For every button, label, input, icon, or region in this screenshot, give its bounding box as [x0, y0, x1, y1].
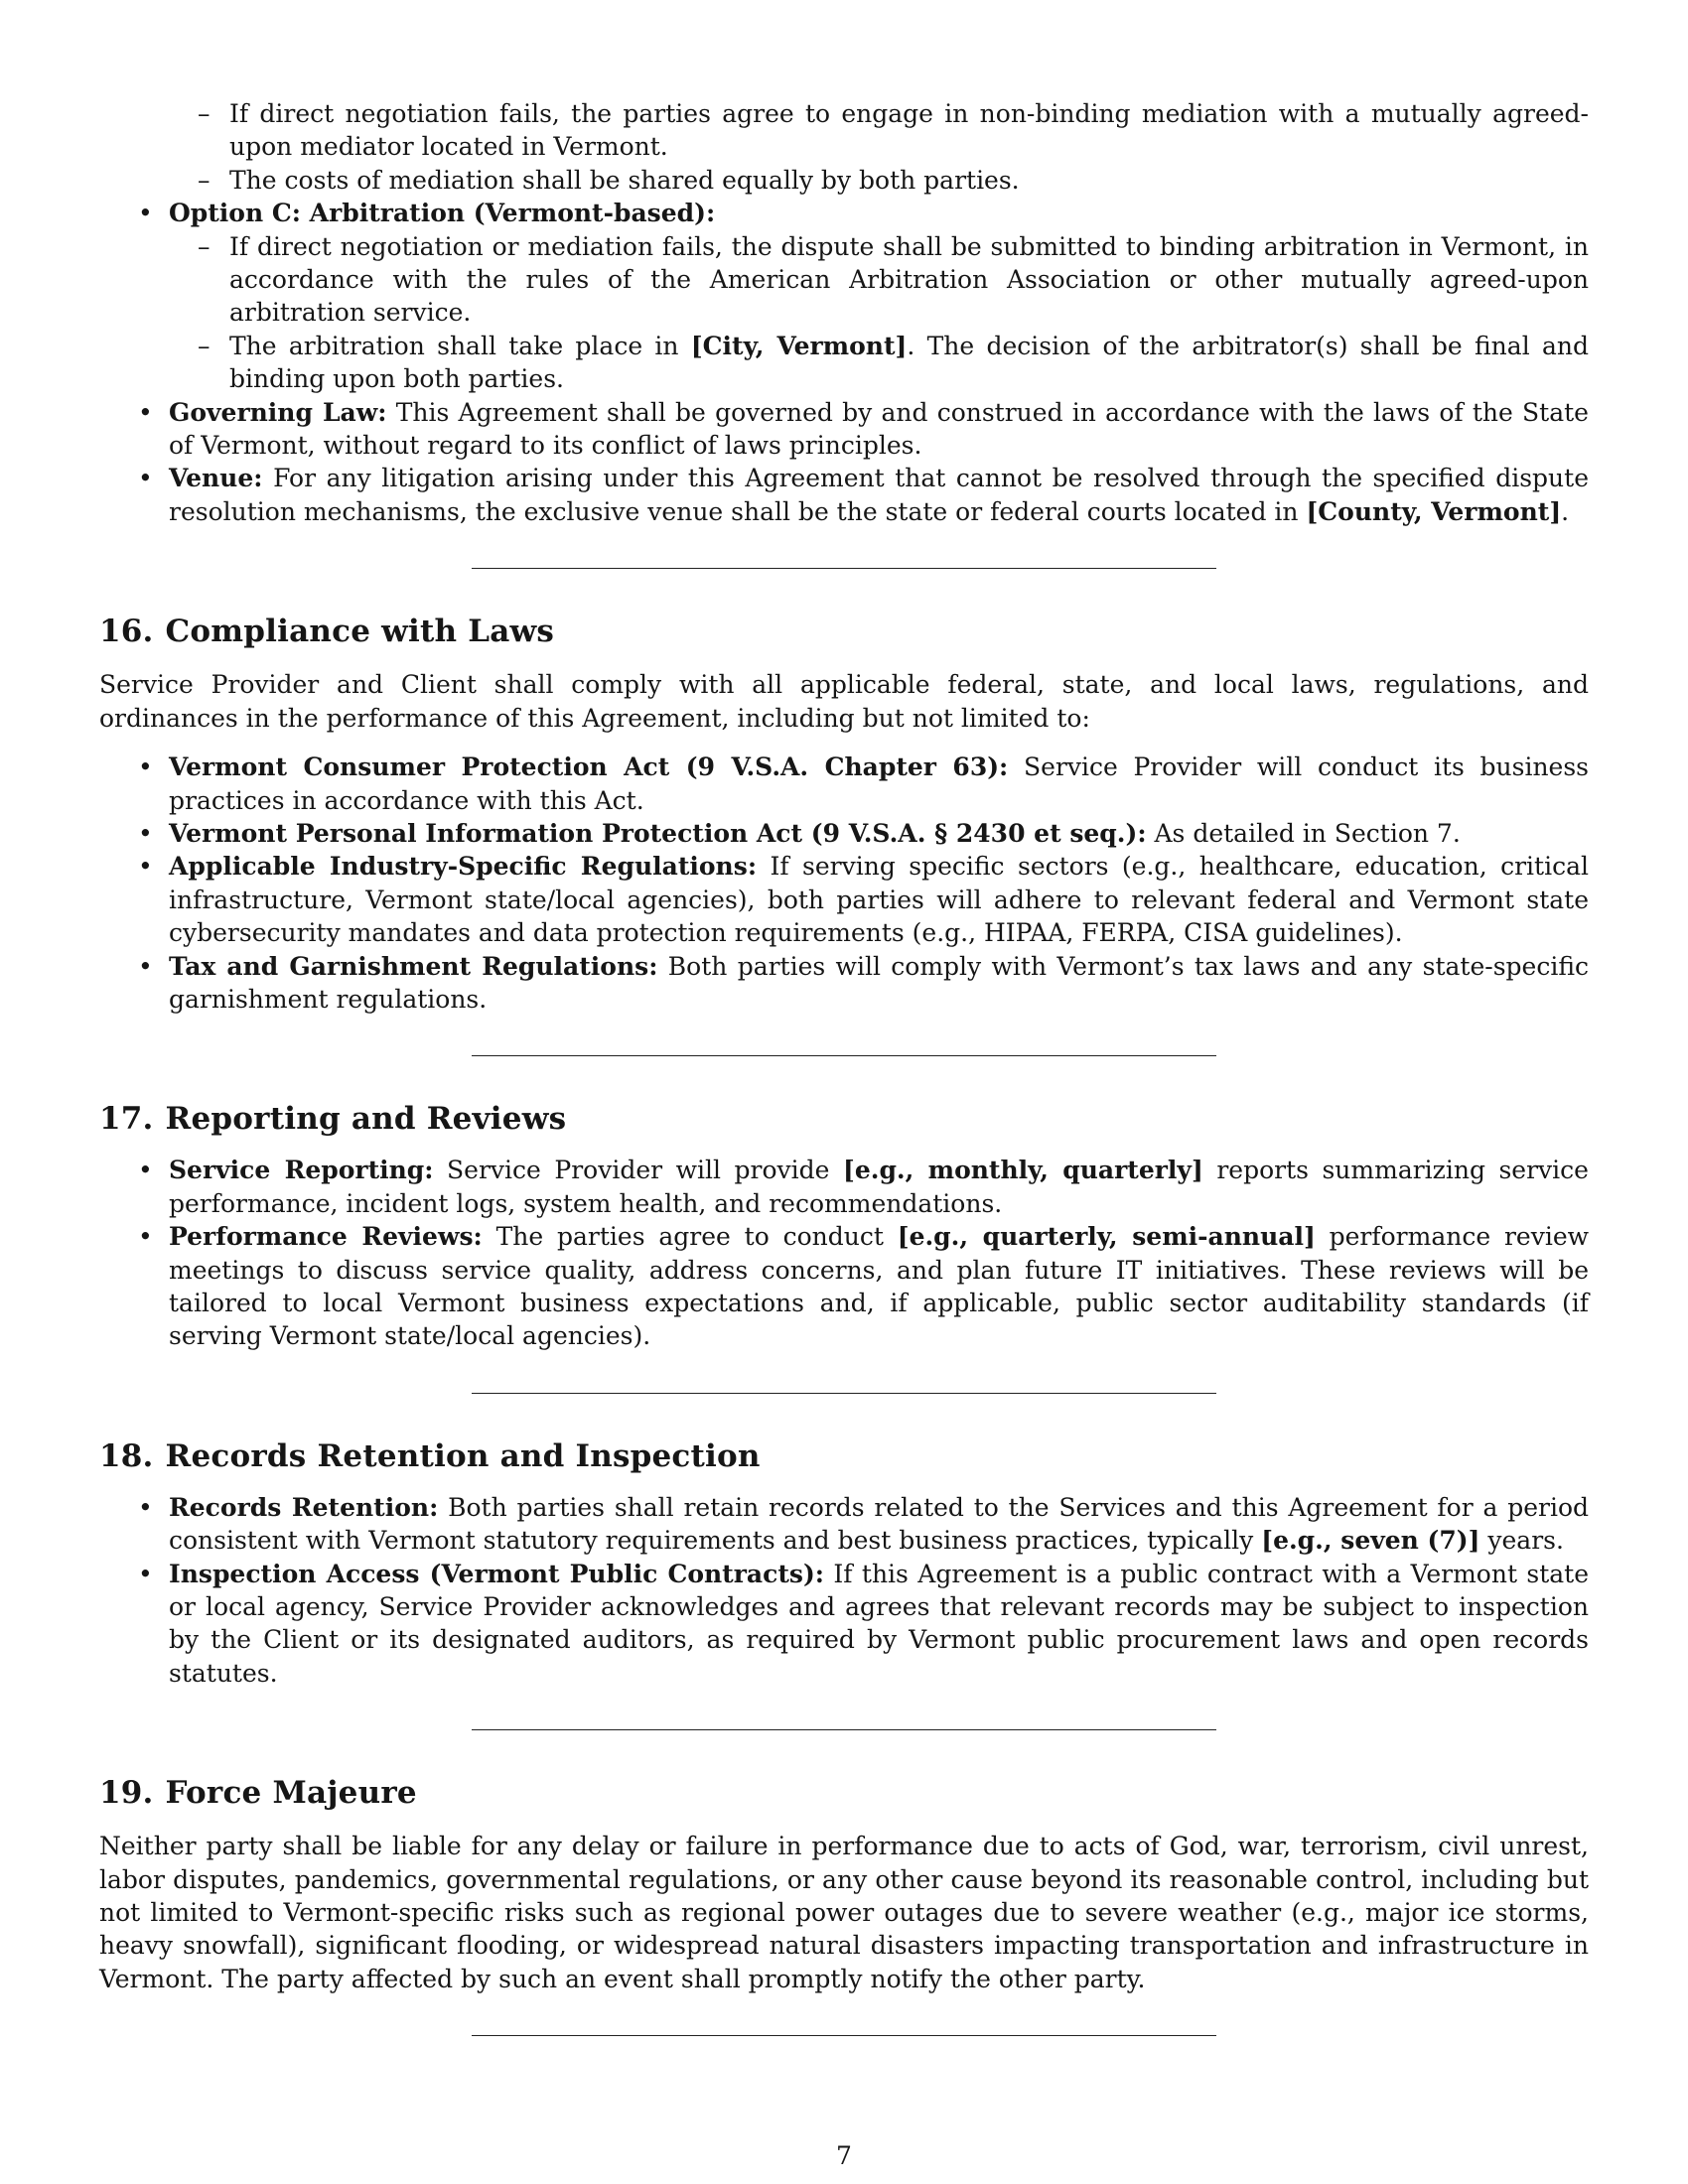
mediation-dash-item: – The costs of mediation shall be shared equally by both parties.: [99, 164, 1589, 197]
option-c-item: [99, 197, 1589, 395]
compliance-item: • Vermont Personal Information Protection Act (9 V.S.A. § 2430 et seq.): As detailed in Section 7.: [99, 817, 1589, 850]
performance-reviews-item: • Performance Reviews: The parties agree to conduct [e.g., quarterly, semi-annual] performance review meetings to discuss service quality, address concerns, and plan future IT initiatives. These reviews will be tailored to local Vermont business expectations and, if applicable, public sector auditability standards (if serving Vermont state/local agencies).: [99, 1220, 1589, 1353]
compliance-item: • Tax and Garnishment Regulations: Both parties will comply with Vermont’s tax laws and any state-specific garnishment regulations.: [99, 950, 1589, 1017]
section-heading-19: 19. Force Majeure: [99, 1775, 417, 1812]
arbitration-dash-item: – If direct negotiation or mediation fails, the dispute shall be submitted to binding arbitration in Vermont, in accordance with the rules of the American Arbitration Association or other mutually agreed-upon arbitration service.: [169, 230, 1589, 330]
page-number: 7: [836, 2141, 852, 2170]
compliance-item: • Vermont Consumer Protection Act (9 V.S.A. Chapter 63): Service Provider will conduct its business practices in accordance with this Act.: [99, 751, 1589, 817]
records-retention-item: • Records Retention: Both parties shall retain records related to the Services and this Agreement for a period consistent with Vermont statutory requirements and best business practices, typically [e.g., seven (7)] years.: [99, 1491, 1589, 1558]
compliance-item: • Applicable Industry-Specific Regulations: If serving specific sectors (e.g., healthcare, education, critical infrastructure, Vermont state/local agencies), both parties will adhere to relevant federal and Vermont state cybersecurity mandates and data protection requirements (e.g., HIPAA, FERPA, CISA guidelines).: [99, 850, 1589, 949]
mediation-sub-list: [99, 97, 1589, 197]
option-c-sub-list: [169, 230, 1589, 396]
section-divider: [472, 568, 1216, 569]
inspection-access-item: • Inspection Access (Vermont Public Contracts): If this Agreement is a public contract with a Vermont state or local agency, Service Provider acknowledges and agrees that relevant records may be subject to inspection by the Client or its designated auditors, as required by Vermont public procurement laws and open records statutes.: [99, 1558, 1589, 1691]
venue-item: • Venue: For any litigation arising under this Agreement that cannot be resolved through the specified dispute resolution mechanisms, the exclusive venue shall be the state or federal courts located in [County, Vermont].: [99, 462, 1589, 528]
section-heading-18: 18. Records Retention and Inspection: [99, 1437, 761, 1474]
option-c-title: Option C: Arbitration (Vermont-based):: [169, 199, 716, 228]
retention-period-placeholder: [e.g., seven (7)]: [1261, 1526, 1480, 1556]
arbitration-dash-item: – The arbitration shall take place in [City, Vermont]. The decision of the arbitrator(s) shall be final and binding upon both parties.: [169, 330, 1589, 396]
compliance-list: [99, 751, 1589, 1016]
section-divider: [472, 2035, 1216, 2036]
force-majeure-text: Neither party shall be liable for any delay or failure in performance due to acts of God, war, terrorism, civil unrest, labor disputes, pandemics, governmental regulations, or any other cause beyond its reasonable control, including but not limited to Vermont-specific risks such as regional power outages due to severe weather (e.g., major ice storms, heavy snowfall), significant flooding, or widespread natural disasters impacting transportation and infrastructure in Vermont. The party affected by such an event shall promptly notify the other party.: [99, 1832, 1589, 1993]
governing-law-item: • Governing Law: This Agreement shall be governed by and construed in accordance with the laws of the State of Vermont, without regard to its conflict of laws principles.: [99, 396, 1589, 463]
governing-law-label: Governing Law:: [169, 397, 387, 427]
dispute-resolution-list: [99, 197, 1589, 528]
document-page: [99, 97, 1589, 2036]
section-heading-16: 16. Compliance with Laws: [99, 614, 555, 650]
section-heading-17: 17. Reporting and Reviews: [99, 1101, 567, 1138]
section-divider: [472, 1393, 1216, 1394]
city-placeholder: [City, Vermont]: [690, 331, 908, 360]
review-frequency-placeholder: [e.g., quarterly, semi-annual]: [897, 1222, 1316, 1252]
venue-label: Venue:: [169, 464, 263, 493]
reporting-list: [99, 1154, 1589, 1352]
records-list: [99, 1491, 1589, 1690]
service-reporting-item: • Service Reporting: Service Provider will provide [e.g., monthly, quarterly] reports summarizing service performance, incident logs, system health, and recommendations.: [99, 1154, 1589, 1220]
mediation-dash-item: – If direct negotiation fails, the parties agree to engage in non-binding mediation with a mutually agreed-upon mediator located in Vermont.: [99, 97, 1589, 164]
section-divider: [472, 1729, 1216, 1730]
section-16-intro: Service Provider and Client shall comply with all applicable federal, state, and local laws, regulations, and ordinances in the performance of this Agreement, including but not limited to:: [99, 670, 1589, 733]
county-placeholder: [County, Vermont]: [1306, 496, 1562, 526]
reporting-frequency-placeholder: [e.g., monthly, quarterly]: [843, 1156, 1203, 1185]
section-divider: [472, 1055, 1216, 1056]
